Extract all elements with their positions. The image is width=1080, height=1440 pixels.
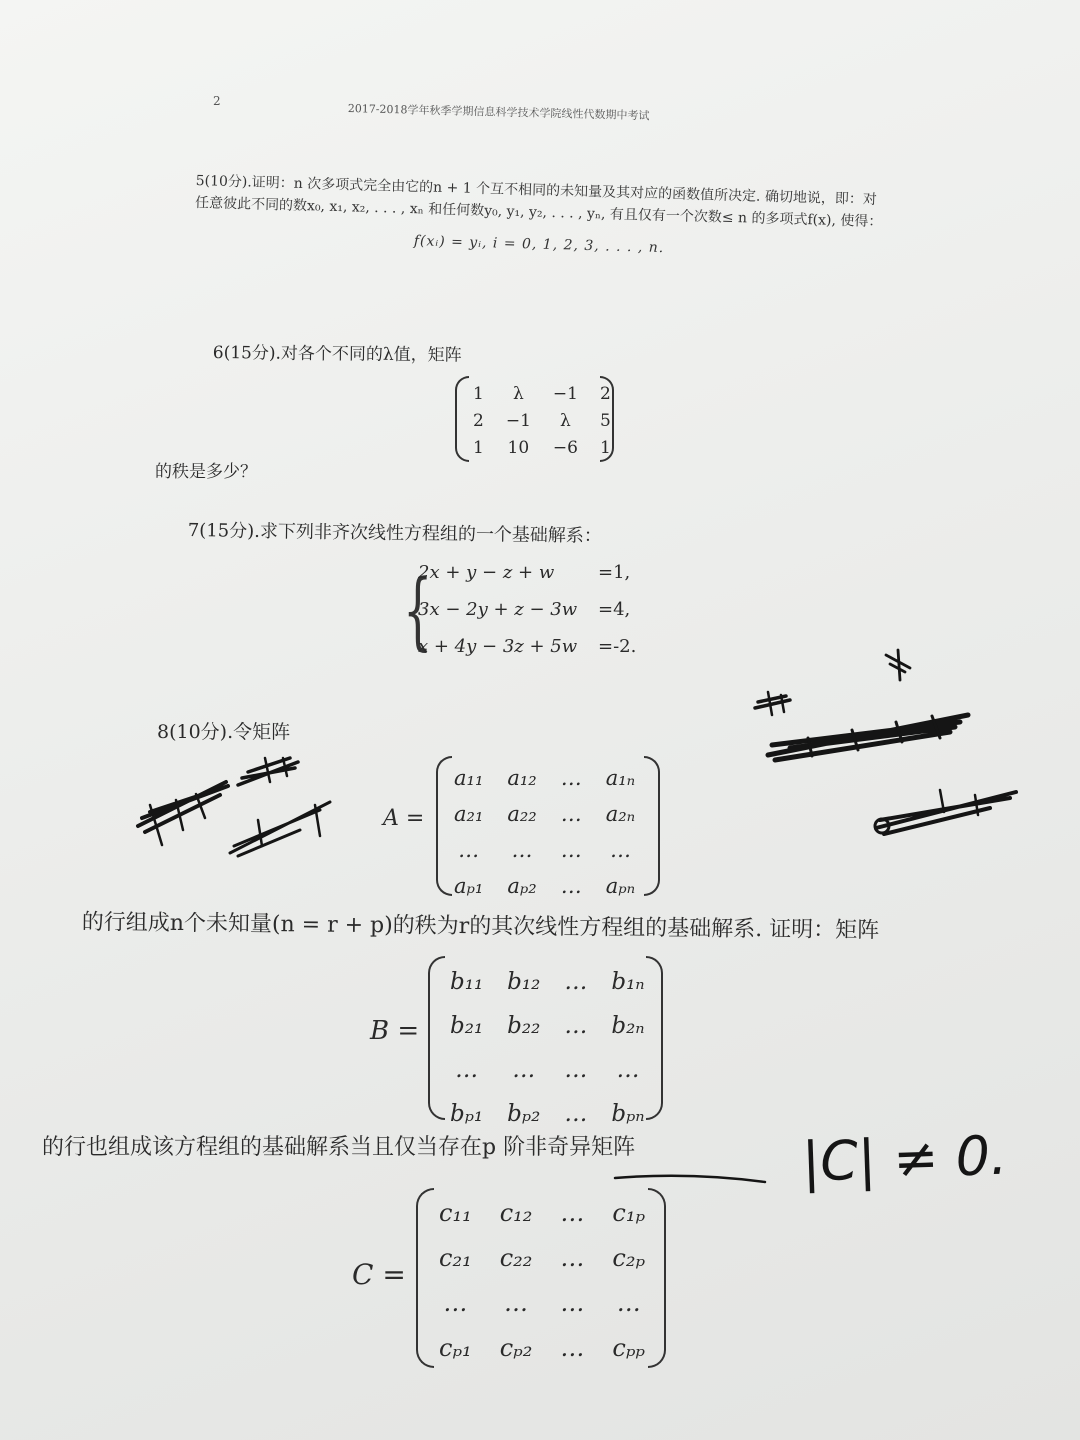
matrix-c-cell: c₂ₚ	[612, 1243, 646, 1272]
matrix-b-cell: b₁₂	[507, 969, 541, 995]
matrix-a-cell: a₁₂	[507, 766, 537, 790]
handwritten-determinant-note	[801, 1124, 1008, 1194]
matrix-c-cell: …	[504, 1288, 529, 1317]
matrix-a-cell: …	[560, 802, 582, 826]
scribble-right-3	[768, 715, 968, 760]
equation-lhs: 3x − 2y + z − 3w	[418, 599, 578, 620]
matrix-b-cell: b₁₁	[450, 969, 484, 995]
matrix-b-cell: bₚ₁	[450, 1101, 484, 1127]
matrix-a-cell: …	[458, 838, 480, 862]
equation-rhs: =-2.	[598, 636, 637, 657]
matrix-b-cell: b₂₁	[450, 1013, 484, 1039]
matrix-b-cell: …	[564, 1013, 588, 1039]
scribble-left-1	[138, 782, 228, 845]
matrix-c-cell: …	[560, 1243, 585, 1272]
matrix-a-cell: a₁ₙ	[605, 766, 636, 790]
system-brace: {	[403, 561, 433, 659]
matrix-c-cell: cₚ₁	[439, 1333, 472, 1362]
matrix-c-label: C =	[352, 1258, 406, 1291]
matrix-6-cell: 10	[507, 437, 530, 458]
matrix-c-cell: cₚₚ	[612, 1333, 646, 1362]
matrix-b-cell: …	[455, 1057, 479, 1083]
scribble-right-1	[755, 692, 790, 715]
problem-6-question: 的秩是多少？	[155, 462, 257, 482]
matrix-c-cell: c₂₁	[439, 1243, 472, 1272]
matrix-b-cell: b₂₂	[507, 1013, 541, 1039]
matrix-c-cell: …	[560, 1288, 585, 1317]
matrix-6-cell: 1	[599, 437, 611, 458]
matrix-c-cell: cₚ₂	[499, 1333, 533, 1362]
equation-lhs: x + 4y − 3z + 5w	[418, 636, 578, 657]
matrix-6-cell: λ	[512, 383, 524, 404]
matrix-6-cell: 5	[599, 410, 611, 431]
matrix-c-cell: …	[616, 1288, 641, 1317]
problem-6-intro: 6(15分).对各个不同的λ值，矩阵	[212, 342, 462, 366]
scribble-left-2	[238, 758, 298, 785]
problem-7-intro: 7(15分).求下列非齐次线性方程组的一个基础解系：	[187, 519, 603, 547]
matrix-a-cell: aₚ₁	[454, 874, 484, 898]
matrix-c-cell: …	[560, 1333, 585, 1362]
matrix-6-cell: −1	[505, 410, 531, 431]
matrix-b-cell: bₚₙ	[611, 1101, 645, 1127]
matrix-a-cell: …	[511, 838, 533, 862]
matrix-b-cell: b₂ₙ	[611, 1013, 645, 1039]
matrix-a-cell: …	[560, 838, 582, 862]
matrix-b-cell: …	[616, 1057, 640, 1083]
handwritten-note-text: |C| ≠ 0.	[800, 1123, 1009, 1194]
matrix-a-cell: …	[560, 874, 582, 898]
problem-8-line-after-b: 的行也组成该方程组的基础解系当且仅当存在p 阶非奇异矩阵	[42, 1135, 636, 1160]
scribble-right-4	[875, 790, 1016, 834]
matrix-6-cell: 2	[473, 410, 484, 431]
matrix-a-label: A =	[383, 806, 425, 831]
matrix-6-cell: −1	[552, 383, 578, 404]
matrix-b-cell: …	[564, 1101, 588, 1127]
matrix-b-cell: …	[564, 1057, 588, 1083]
matrix-a-cell: …	[609, 838, 631, 862]
scribble-right-2	[886, 650, 910, 680]
matrix-c-cell: c₁₁	[439, 1198, 472, 1227]
equation-rhs: =4,	[598, 599, 631, 620]
matrix-b-cell: bₚ₂	[507, 1101, 541, 1127]
matrix-a-cell: a₂₂	[507, 802, 537, 826]
equation-lhs: 2x + y − z + w	[418, 562, 555, 583]
matrix-c-cell: c₁ₚ	[612, 1198, 646, 1227]
matrix-a-cell: aₚ₂	[507, 874, 537, 898]
problem-8-intro: 8(10分).令矩阵	[157, 721, 291, 743]
matrix-a-cell: a₁₁	[454, 766, 484, 790]
page-number: 2	[213, 94, 221, 108]
underline-stroke	[615, 1176, 765, 1182]
matrix-6-cell: 2	[599, 383, 611, 404]
exam-title: 2017-2018学年秋季学期信息科学技术学院线性代数期中考试	[347, 101, 650, 123]
matrix-a-cell: a₂ₙ	[605, 802, 636, 826]
matrix-6-cell: −6	[552, 437, 578, 458]
matrix-a-cell: aₚₙ	[605, 874, 636, 898]
matrix-a-cell: a₂₁	[454, 802, 484, 826]
matrix-6-cell: 1	[473, 437, 484, 458]
matrix-b-cell: …	[564, 969, 588, 995]
matrix-b-cell: b₁ₙ	[611, 969, 645, 995]
matrix-6-cell: 1	[473, 383, 484, 404]
matrix-b-cell: …	[512, 1057, 536, 1083]
matrix-c-cell: …	[560, 1198, 585, 1227]
matrix-6-cell: λ	[560, 410, 571, 431]
problem-5-equation: f(xᵢ) = yᵢ, i = 0, 1, 2, 3, . . . , n.	[413, 233, 665, 257]
scribble-left-3	[230, 802, 330, 856]
matrix-c-cell: c₁₂	[499, 1198, 533, 1227]
problem-5-text: 5(10分).证明：n 次多项式完全由它的n + 1 个互不相同的未知量及其对应的函数值所决定. 确切地说，即：对任意彼此不同的数x₀, x₁, x₂, . . . , xₙ 和任何数y₀, y₁, y₂, . . . , yₙ, 有且仅有一个次数≤ n 的多项式f(x), 使得：	[194, 172, 883, 231]
problem-8-line-after-a: 的行组成n个未知量(n = r + p)的秩为r的其次线性方程组的基础解系. 证明：矩阵	[81, 909, 880, 944]
matrix-c-cell: …	[443, 1288, 468, 1317]
equation-rhs: =1,	[598, 562, 631, 583]
matrix-c-cell: c₂₂	[499, 1243, 533, 1272]
matrix-a-cell: …	[560, 766, 582, 790]
matrix-b-label: B =	[370, 1016, 420, 1046]
